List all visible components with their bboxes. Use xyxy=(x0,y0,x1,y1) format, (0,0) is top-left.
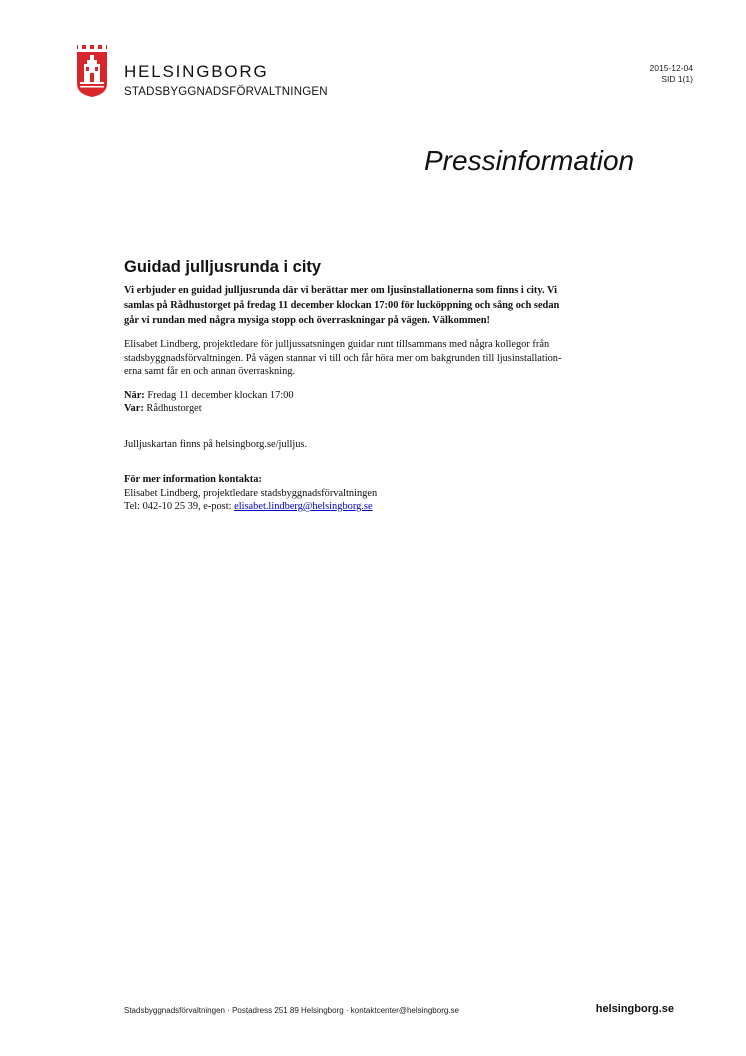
org-name: HELSINGBORG xyxy=(124,62,269,81)
when-value: Fredag 11 december klockan 17:00 xyxy=(144,389,294,401)
document-meta xyxy=(650,63,693,85)
event-details xyxy=(124,389,644,416)
where-label: Var: xyxy=(124,403,144,414)
document-date: 2015-12-04 xyxy=(649,63,693,73)
body-line: erna samt får en och annan överraskning. xyxy=(124,366,296,377)
footer-address: Stadsbyggnadsförvaltningen · Postadress 251 89 Helsingborg · kontaktcenter@helsingborg.se xyxy=(124,1006,459,1015)
footer-website: helsingborg.se xyxy=(595,1003,674,1015)
body-line: stadsbyggnadsförvaltningen. På vägen stannar vi till och får höra mer om bakgrunden till ljusinstallation- xyxy=(124,352,562,364)
map-info: Julljuskartan finns på helsingborg.se/julljus. xyxy=(124,438,308,450)
contact-block xyxy=(124,473,644,514)
lead-line: går vi rundan med några mysiga stopp och överraskningar på vägen. Välkommen! xyxy=(124,315,491,326)
document-type: Pressinformation xyxy=(424,145,635,176)
helsingborg-crest-icon xyxy=(76,44,108,98)
when-label: När: xyxy=(124,389,145,401)
body-line: Elisabet Lindberg, projektledare för julljussatsningen guidar runt tillsammans med några kollegor från xyxy=(124,339,550,350)
body-paragraph xyxy=(124,338,644,379)
contact-tel: Tel: 042-10 25 39, e-post: xyxy=(124,501,235,512)
lead-line: samlas på Rådhustorget på fredag 11 december klockan 17:00 för lucköppning och sång och sedan xyxy=(124,300,560,311)
where-value: Rådhustorget xyxy=(143,403,202,414)
contact-email-link[interactable]: elisabet.lindberg@helsingborg.se xyxy=(234,501,373,512)
contact-name: Elisabet Lindberg, projektledare stadsbyggnadsförvaltningen xyxy=(124,487,378,499)
contact-heading: För mer information kontakta: xyxy=(124,474,262,485)
page-number: SID 1(1) xyxy=(661,74,693,84)
lead-line: Vi erbjuder en guidad julljusrunda där vi berättar mer om ljusinstallationerna som finns i city. Vi xyxy=(124,285,557,296)
article xyxy=(124,258,644,514)
headline: Guidad julljusrunda i city xyxy=(124,258,322,276)
department-name: STADSBYGGNADSFÖRVALTNINGEN xyxy=(124,86,328,98)
lead-paragraph xyxy=(124,283,644,328)
